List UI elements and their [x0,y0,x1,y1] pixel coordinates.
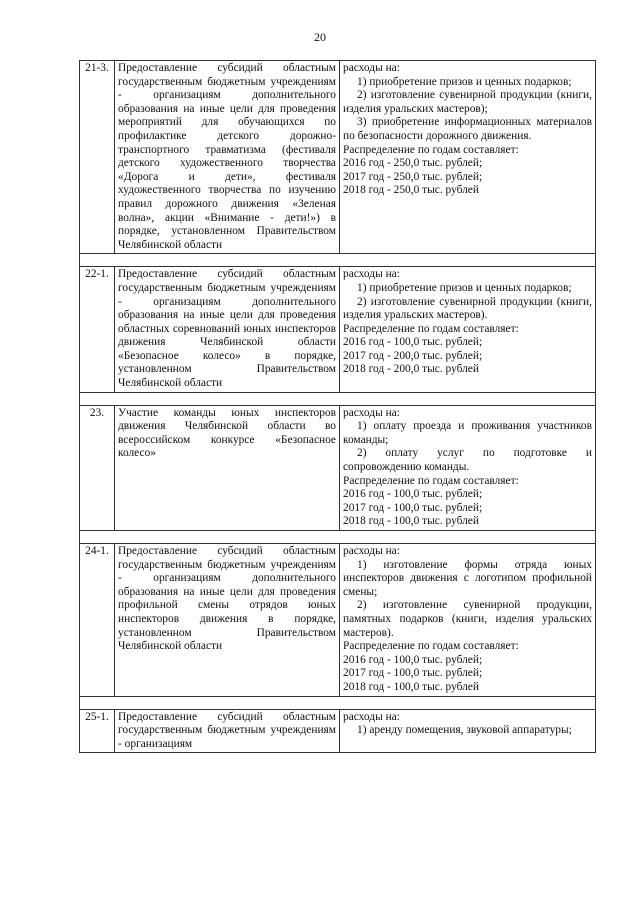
year-amount: 2018 год - 200,0 тыс. рублей [343,363,479,376]
row-separator [80,696,596,709]
distribution-heading: Распределение по годам составляет: [343,640,519,653]
measure-description: Предоставление субсидий областным государственным бюджетным учреждениям - организациям дополнительного образования на иные цели для проведения профильной смены отрядов юных инспекторов движения в порядке, установленном Правительством Челябинской области [115,544,340,697]
expense-item: 1) аренду помещения, звуковой аппаратуры; [357,724,572,737]
measure-description: Предоставление субсидий областным государственным бюджетным учреждениям - организациям дополнительного образования на иные цели для проведения областных соревнований юных инспекторов движения Челябинской области «Безопасное колесо» в порядке, установленном Правительством Челябинской области [115,267,340,392]
expense-item: 1) приобретение призов и ценных подарков; [357,281,572,294]
expenses-cell [340,405,596,530]
expense-item: 2) изготовление сувенирной продукции (книги, изделия уральских мастеров); [343,89,592,115]
measure-description: Участие команды юных инспекторов движения Челябинской области во всероссийском конкурсе «Безопасное колесо» [115,405,340,530]
expense-item: 2) оплату услуг по подготовке и сопровождению команды. [343,447,592,474]
expenses-lead: расходы на: [343,406,400,419]
distribution-heading: Распределение по годам составляет: [343,474,519,487]
expense-item: 2) изготовление сувенирной продукции, памятных подарков (книги, изделия уральских мастеров). [343,599,592,639]
measure-description: Предоставление субсидий областным государственным бюджетным учреждениям - организациям дополнительного образования на иные цели для проведения мероприятий для обучающихся по профилактике детского дорожно-транспортного травматизма (фестиваля детского художественного творчества «Дорога и дети», фестиваля художественного творчества по изучению правил дорожного движения «Зеленая волна», акции «Внимание - дети!») в порядке, установленном Правительством Челябинской области [115,61,340,254]
program-table [79,60,596,753]
expense-item: 3) приобретение информационных материалов по безопасности дорожного движения. [343,116,592,142]
year-amount: 2016 год - 100,0 тыс. рублей; [343,653,483,666]
row-number: 22-1. [80,267,115,392]
expenses-lead: расходы на: [343,268,400,281]
year-amount: 2017 год - 100,0 тыс. рублей; [343,667,483,680]
row-number: 21-3. [80,61,115,254]
table-row [80,405,596,530]
expense-item: 2) изготовление сувенирной продукции (книги, изделия уральских мастеров). [343,295,592,322]
year-amount: 2018 год - 100,0 тыс. рублей [343,515,479,528]
page-number: 20 [314,30,326,44]
expenses-cell [340,544,596,697]
row-number: 23. [80,405,115,530]
expenses-lead: расходы на: [343,62,400,74]
expense-item: 1) оплату проезда и проживания участников команды; [343,420,592,446]
expenses-lead: расходы на: [343,545,400,557]
row-number: 25-1. [80,709,115,753]
year-amount: 2016 год - 100,0 тыс. рублей; [343,488,483,501]
table-row [80,61,596,254]
distribution-heading: Распределение по годам составляет: [343,143,519,156]
year-amount: 2017 год - 100,0 тыс. рублей; [343,501,483,514]
table-row [80,544,596,697]
year-amount: 2017 год - 200,0 тыс. рублей; [343,349,483,362]
row-separator [80,392,596,405]
year-amount: 2017 год - 250,0 тыс. рублей; [343,170,483,183]
expenses-cell [340,61,596,254]
expense-item: 1) изготовление формы отряда юных инспекторов движения с логотипом профильной смены; [343,558,592,598]
expense-item: 1) приобретение призов и ценных подарков; [357,75,572,88]
row-separator [80,254,596,267]
expenses-lead: расходы на: [343,710,400,723]
year-amount: 2016 год - 250,0 тыс. рублей; [343,157,483,170]
table-body [80,61,596,753]
expenses-cell [340,267,596,392]
distribution-heading: Распределение по годам составляет: [343,322,519,335]
measure-description: Предоставление субсидий областным государственным бюджетным учреждениям - организациям [115,709,340,753]
year-amount: 2018 год - 100,0 тыс. рублей [343,680,479,693]
row-separator [80,531,596,544]
table-row [80,267,596,392]
row-number: 24-1. [80,544,115,697]
year-amount: 2016 год - 100,0 тыс. рублей; [343,336,483,349]
expenses-cell [340,709,596,753]
table-row [80,709,596,753]
year-amount: 2018 год - 250,0 тыс. рублей [343,184,479,197]
